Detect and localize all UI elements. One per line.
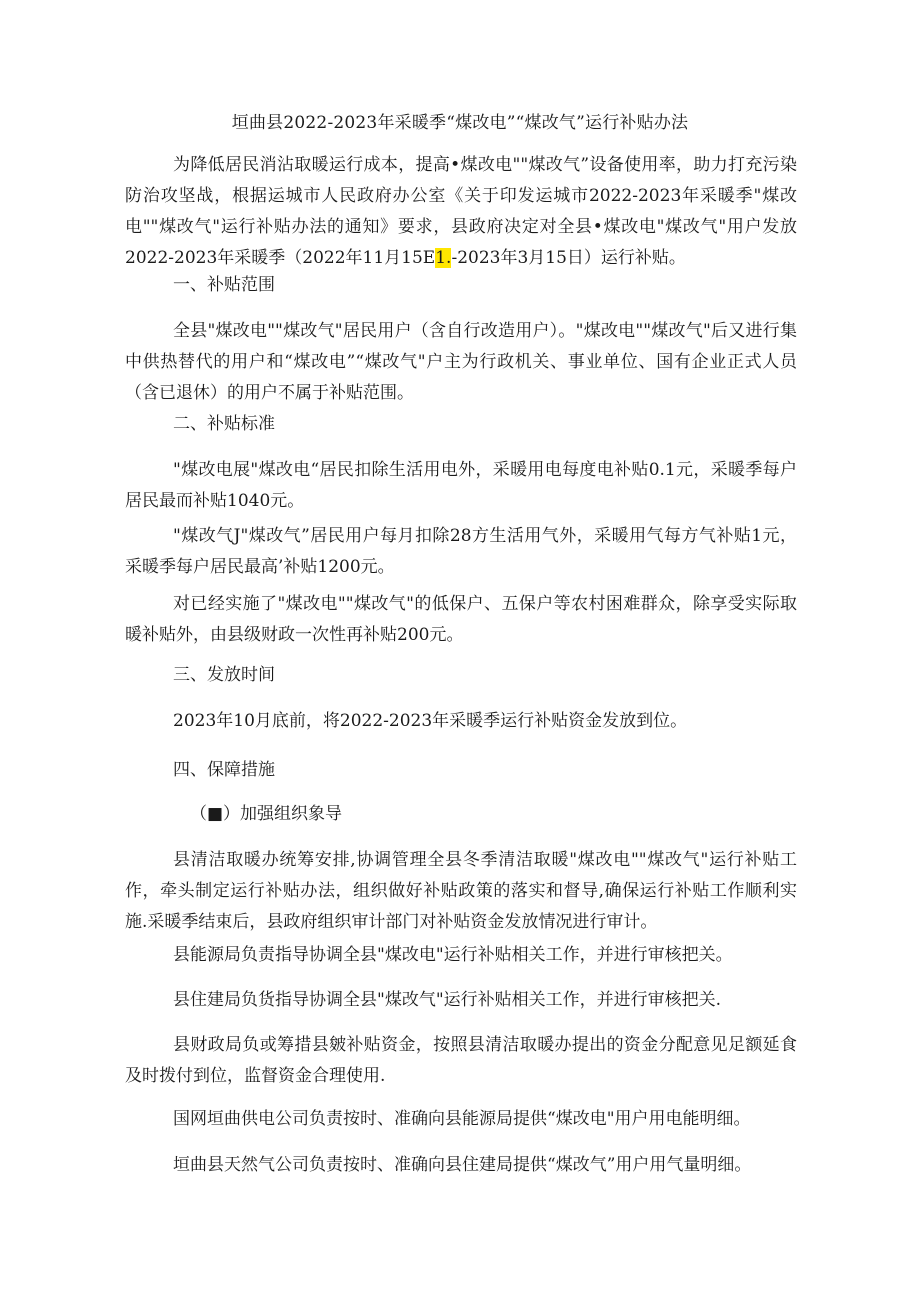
section1-heading: 一、补贴范围 [173,275,275,295]
section2-paragraph-electric: "煤改电展"煤改电“居民扣除生活用电外，采暖用电每度电补贴0.1元，采暖季每户居民最而补贴1040元。 [125,460,797,511]
document-title: 垣曲县2022-2023年采暖季“煤改电”“煤改气”运行补贴办法 [231,113,689,133]
section3-paragraph: 2023年10月底前，将2022-2023年采暖季运行补贴资金发放到位。 [173,711,688,731]
section4-paragraph-coordination: 县清洁取暖办统筹安排,协调管理全县冬季清洁取暖"煤改电""煤改气"运行补贴工作，牵头制定运行补贴办法，组织做好补贴政策的落实和督导,确保运行补贴工作顺利实施.采暖季结束后，县政府组织审计部门对补贴资金发放情况进行审计。 [125,850,797,932]
intro-paragraph [125,150,797,274]
section4-paragraph-housing-bureau: 县住建局负货指导协调全县"煤改气"运行补贴相关工作，并进行审核把关. [173,990,722,1010]
section3-heading: 三、发放时间 [173,665,275,685]
intro-text: 为降低居民消沾取暖运行成本，提高•煤改电""煤改气”设备使用率，助力打充污染防治攻坚战，根据运城市人民政府办公室《关于印发运城市2022-2023年采暖季"煤改电""煤改气"运行补贴办法的通知》要求，县政府决定对全县•煤改电"煤改气"用户发放2022-2023年采暖季（2022年11月15E [125,155,797,268]
section1-paragraph: 全县"煤改电""煤改气"居民用户（含自行改造用户）。"煤改电""煤改气"后又进行集中供热替代的用户和“煤改电”“煤改气"户主为行政机关、事业单位、国有企业正式人员（含已退休）的用户不属于补贴范围。 [125,321,797,403]
section2-paragraph-poverty: 对已经实施了"煤改电""煤改气"的低保户、五保户等农村困难群众，除享受实际取暖补贴外，由县级财政一次性再补贴200元。 [125,594,797,645]
section4-paragraph-energy-bureau: 县能源局负责指导协调全县"煤改电"运行补贴相关工作，并进行审核把关。 [173,945,733,965]
intro-text-end: -2023年3月15日）运行补贴。 [451,248,686,268]
section2-heading: 二、补贴标准 [173,414,275,434]
section4-subheading: （■）加强组织象导 [190,804,343,824]
section4-paragraph-finance-bureau: 县财政局负或筹措县皴补贴资金，按照县清洁取暖办提出的资金分配意见足额延食及时拨付到位，监督资金合理使用. [125,1035,797,1086]
section4-paragraph-power-company: 国网垣曲供电公司负责按时、准确向县能源局提供“煤改电"用户用电能明细。 [173,1109,751,1129]
section4-paragraph-gas-company: 垣曲县天然气公司负责按时、准确向县住建局提供“煤改气”用户用气量明细。 [173,1155,752,1175]
section4-heading: 四、保障措施 [173,760,275,780]
section2-paragraph-gas: "煤改气J"煤改气”居民用户每月扣除28方生活用气外，采暖用气每方气补贴1元，采暖季每户居民最高’补贴1200元。 [125,526,797,577]
highlighted-text: 1. [435,248,452,268]
